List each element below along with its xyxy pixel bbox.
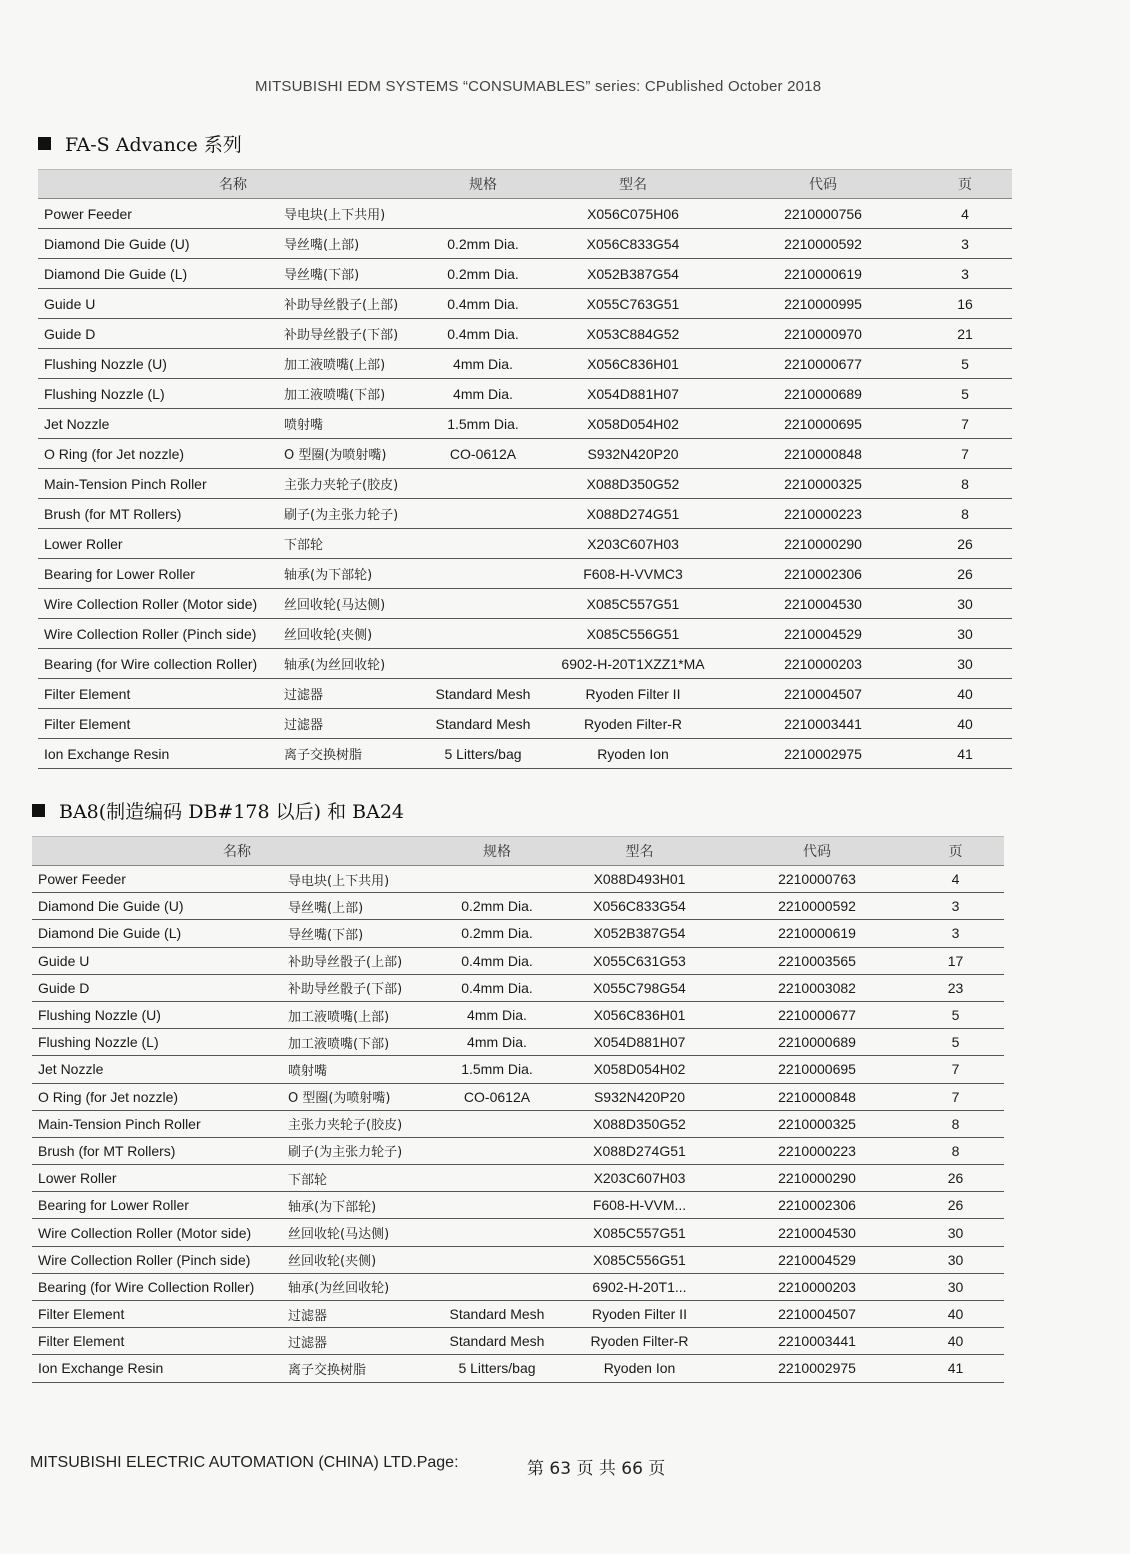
part-model: X056C833G54: [538, 229, 728, 259]
part-code: 2210000619: [728, 259, 918, 289]
part-code: 2210003565: [727, 947, 907, 974]
part-model: Ryoden Filter II: [538, 679, 728, 709]
table-row: [32, 1110, 1004, 1137]
part-name: Ion Exchange Resin: [38, 739, 278, 769]
part-name: Wire Collection Roller (Pinch side): [32, 1246, 282, 1273]
part-spec: [428, 469, 538, 499]
part-name-zh: 补助导丝骰子(下部): [278, 319, 428, 349]
part-model: X056C836H01: [552, 1001, 727, 1028]
part-name: Diamond Die Guide (U): [32, 893, 282, 920]
table-row: [32, 1056, 1004, 1083]
part-name-zh: 补助导丝骰子(上部): [278, 289, 428, 319]
part-page: 26: [907, 1192, 1004, 1219]
part-name: Diamond Die Guide (U): [38, 229, 278, 259]
table-row: [38, 709, 1012, 739]
table-row: [32, 1029, 1004, 1056]
part-model: 6902-H-20T1...: [552, 1273, 727, 1300]
part-name-zh: 喷射嘴: [278, 409, 428, 439]
part-name-zh: O 型圈(为喷射嘴): [282, 1083, 442, 1110]
part-name-zh: 导丝嘴(下部): [282, 920, 442, 947]
part-spec: [428, 559, 538, 589]
part-model: X085C556G51: [538, 619, 728, 649]
part-spec: 4mm Dia.: [428, 349, 538, 379]
part-name: Power Feeder: [38, 199, 278, 229]
part-page: 30: [918, 619, 1012, 649]
part-spec: [428, 199, 538, 229]
part-name-zh: 加工液喷嘴(上部): [282, 1001, 442, 1028]
part-name: Diamond Die Guide (L): [32, 920, 282, 947]
part-name-zh: 离子交换树脂: [278, 739, 428, 769]
table-row: [32, 1137, 1004, 1164]
part-page: 40: [918, 709, 1012, 739]
part-code: 2210000970: [728, 319, 918, 349]
part-name: Brush (for MT Rollers): [38, 499, 278, 529]
part-model: X085C557G51: [538, 589, 728, 619]
part-model: X085C557G51: [552, 1219, 727, 1246]
part-code: 2210004529: [727, 1246, 907, 1273]
section-title-row: [32, 797, 1004, 824]
part-spec: 5 Litters/bag: [442, 1355, 552, 1382]
table-row: [38, 409, 1012, 439]
part-name-zh: 轴承(为丝回收轮): [278, 649, 428, 679]
part-code: 2210000677: [727, 1001, 907, 1028]
part-code: 2210000695: [727, 1056, 907, 1083]
part-page: 7: [918, 439, 1012, 469]
part-name-zh: 加工液喷嘴(上部): [278, 349, 428, 379]
part-name: Lower Roller: [38, 529, 278, 559]
parts-table: [38, 169, 1012, 769]
part-name: Diamond Die Guide (L): [38, 259, 278, 289]
part-page: 26: [918, 529, 1012, 559]
part-code: 2210000290: [727, 1165, 907, 1192]
table-row: [38, 289, 1012, 319]
part-model: F608-H-VVM...: [552, 1192, 727, 1219]
part-code: 2210002975: [728, 739, 918, 769]
table-row: [32, 974, 1004, 1001]
part-model: X053C884G52: [538, 319, 728, 349]
part-name: Filter Element: [38, 709, 278, 739]
part-name-zh: 过滤器: [278, 709, 428, 739]
part-name-zh: 丝回收轮(夹侧): [278, 619, 428, 649]
part-spec: [442, 1219, 552, 1246]
table-row: [32, 893, 1004, 920]
part-code: 2210004507: [727, 1301, 907, 1328]
col-header-spec: 规格: [442, 837, 552, 866]
part-page: 41: [918, 739, 1012, 769]
part-spec: [428, 619, 538, 649]
part-name: Filter Element: [32, 1328, 282, 1355]
part-code: 2210000619: [727, 920, 907, 947]
table-row: [38, 679, 1012, 709]
part-code: 2210000848: [728, 439, 918, 469]
table-row: [32, 1001, 1004, 1028]
part-name-zh: 导丝嘴(下部): [278, 259, 428, 289]
part-name: Main-Tension Pinch Roller: [32, 1110, 282, 1137]
part-code: 2210003441: [727, 1328, 907, 1355]
part-spec: 0.4mm Dia.: [442, 974, 552, 1001]
part-page: 3: [907, 893, 1004, 920]
part-code: 2210000695: [728, 409, 918, 439]
part-name: O Ring (for Jet nozzle): [32, 1083, 282, 1110]
part-name-zh: 轴承(为下部轮): [282, 1192, 442, 1219]
part-name: Jet Nozzle: [38, 409, 278, 439]
part-code: 2210002975: [727, 1355, 907, 1382]
part-name-zh: 导丝嘴(上部): [282, 893, 442, 920]
col-header-spec: 规格: [428, 170, 538, 199]
part-spec: [428, 529, 538, 559]
part-model: S932N420P20: [538, 439, 728, 469]
part-code: 2210004507: [728, 679, 918, 709]
part-page: 7: [907, 1083, 1004, 1110]
part-name-zh: 过滤器: [282, 1301, 442, 1328]
part-spec: 0.2mm Dia.: [442, 920, 552, 947]
part-page: 5: [918, 349, 1012, 379]
part-name: Flushing Nozzle (L): [32, 1029, 282, 1056]
part-model: X055C631G53: [552, 947, 727, 974]
part-model: X203C607H03: [538, 529, 728, 559]
part-model: X055C798G54: [552, 974, 727, 1001]
part-name-zh: 下部轮: [282, 1165, 442, 1192]
part-model: X056C833G54: [552, 893, 727, 920]
part-name: O Ring (for Jet nozzle): [38, 439, 278, 469]
part-spec: 0.4mm Dia.: [428, 319, 538, 349]
part-name: Bearing for Lower Roller: [38, 559, 278, 589]
part-model: Ryoden Filter-R: [538, 709, 728, 739]
part-page: 3: [918, 259, 1012, 289]
part-name: Filter Element: [38, 679, 278, 709]
table-row: [38, 619, 1012, 649]
part-spec: 1.5mm Dia.: [442, 1056, 552, 1083]
part-page: 3: [918, 229, 1012, 259]
part-code: 2210000763: [727, 866, 907, 893]
part-code: 2210004529: [728, 619, 918, 649]
part-name: Main-Tension Pinch Roller: [38, 469, 278, 499]
part-name-zh: 下部轮: [278, 529, 428, 559]
section-fa-s-advance: [38, 130, 1012, 769]
part-spec: Standard Mesh: [442, 1328, 552, 1355]
table-row: [32, 1328, 1004, 1355]
part-spec: 4mm Dia.: [428, 379, 538, 409]
part-page: 40: [918, 679, 1012, 709]
part-model: X088D350G52: [538, 469, 728, 499]
part-spec: [442, 1246, 552, 1273]
table-row: [32, 1219, 1004, 1246]
table-row: [32, 1273, 1004, 1300]
part-name: Guide D: [32, 974, 282, 1001]
part-model: X088D493H01: [552, 866, 727, 893]
table-row: [32, 1083, 1004, 1110]
part-spec: [442, 1165, 552, 1192]
part-spec: 0.2mm Dia.: [428, 229, 538, 259]
part-name: Guide U: [38, 289, 278, 319]
part-page: 3: [907, 920, 1004, 947]
table-row: [38, 439, 1012, 469]
part-name: Guide D: [38, 319, 278, 349]
part-spec: 0.2mm Dia.: [428, 259, 538, 289]
part-spec: [442, 1192, 552, 1219]
part-code: 2210000677: [728, 349, 918, 379]
part-code: 2210000756: [728, 199, 918, 229]
table-row: [38, 739, 1012, 769]
part-name: Bearing (for Wire collection Roller): [38, 649, 278, 679]
part-name-zh: 过滤器: [282, 1328, 442, 1355]
part-model: X054D881H07: [552, 1029, 727, 1056]
part-name-zh: 加工液喷嘴(下部): [278, 379, 428, 409]
part-model: X056C836H01: [538, 349, 728, 379]
part-code: 2210000592: [728, 229, 918, 259]
part-name: Bearing for Lower Roller: [32, 1192, 282, 1219]
part-model: X085C556G51: [552, 1246, 727, 1273]
part-spec: 4mm Dia.: [442, 1029, 552, 1056]
part-model: S932N420P20: [552, 1083, 727, 1110]
col-header-model: 型名: [552, 837, 727, 866]
part-model: F608-H-VVMC3: [538, 559, 728, 589]
table-row: [38, 559, 1012, 589]
part-spec: [428, 589, 538, 619]
page-number: 第 63 页 共 66 页: [527, 1459, 666, 1479]
part-page: 8: [918, 469, 1012, 499]
part-name: Bearing (for Wire Collection Roller): [32, 1273, 282, 1300]
part-name: Flushing Nozzle (U): [32, 1001, 282, 1028]
col-header-page: 页: [918, 170, 1012, 199]
col-header-name: 名称: [38, 170, 428, 199]
part-spec: CO-0612A: [442, 1083, 552, 1110]
part-name: Wire Collection Roller (Motor side): [32, 1219, 282, 1246]
page-footer: [30, 1454, 730, 1479]
table-row: [32, 1246, 1004, 1273]
part-spec: Standard Mesh: [428, 709, 538, 739]
part-name-zh: 主张力夹轮子(胶皮): [282, 1110, 442, 1137]
part-name-zh: O 型圈(为喷射嘴): [278, 439, 428, 469]
table-row: [38, 499, 1012, 529]
part-page: 5: [907, 1001, 1004, 1028]
part-model: Ryoden Filter II: [552, 1301, 727, 1328]
part-name: Brush (for MT Rollers): [32, 1137, 282, 1164]
part-model: X088D350G52: [552, 1110, 727, 1137]
part-code: 2210000203: [728, 649, 918, 679]
part-code: 2210000203: [727, 1273, 907, 1300]
table-row: [38, 649, 1012, 679]
part-page: 17: [907, 947, 1004, 974]
part-page: 30: [907, 1273, 1004, 1300]
part-name: Guide U: [32, 947, 282, 974]
part-model: X088D274G51: [538, 499, 728, 529]
part-page: 30: [918, 589, 1012, 619]
part-page: 16: [918, 289, 1012, 319]
table-row: [32, 1192, 1004, 1219]
table-row: [38, 229, 1012, 259]
part-model: X058D054H02: [538, 409, 728, 439]
part-model: X088D274G51: [552, 1137, 727, 1164]
part-name-zh: 丝回收轮(马达侧): [278, 589, 428, 619]
part-name: Flushing Nozzle (L): [38, 379, 278, 409]
part-name-zh: 补助导丝骰子(下部): [282, 974, 442, 1001]
part-page: 8: [918, 499, 1012, 529]
part-spec: [442, 1137, 552, 1164]
page-header: MITSUBISHI EDM SYSTEMS “CONSUMABLES” series: CPublished October 2018: [255, 78, 822, 95]
square-bullet-icon: [38, 137, 51, 150]
part-page: 8: [907, 1110, 1004, 1137]
parts-table: [32, 836, 1004, 1383]
part-model: X055C763G51: [538, 289, 728, 319]
part-spec: [442, 1110, 552, 1137]
part-code: 2210003082: [727, 974, 907, 1001]
part-model: Ryoden Ion: [552, 1355, 727, 1382]
part-name: Lower Roller: [32, 1165, 282, 1192]
part-code: 2210000592: [727, 893, 907, 920]
part-page: 8: [907, 1137, 1004, 1164]
part-model: 6902-H-20T1XZZ1*MA: [538, 649, 728, 679]
part-name: Ion Exchange Resin: [32, 1355, 282, 1382]
part-model: X058D054H02: [552, 1056, 727, 1083]
part-name-zh: 主张力夹轮子(胶皮): [278, 469, 428, 499]
part-name: Wire Collection Roller (Pinch side): [38, 619, 278, 649]
part-page: 23: [907, 974, 1004, 1001]
part-code: 2210002306: [728, 559, 918, 589]
part-code: 2210000325: [728, 469, 918, 499]
square-bullet-icon: [32, 804, 45, 817]
table-row: [38, 319, 1012, 349]
part-code: 2210000325: [727, 1110, 907, 1137]
table-row: [32, 1301, 1004, 1328]
col-header-page: 页: [907, 837, 1004, 866]
part-name-zh: 丝回收轮(马达侧): [282, 1219, 442, 1246]
table-row: [38, 259, 1012, 289]
part-name: Jet Nozzle: [32, 1056, 282, 1083]
part-name-zh: 刷子(为主张力轮子): [282, 1137, 442, 1164]
part-name: Power Feeder: [32, 866, 282, 893]
part-name-zh: 加工液喷嘴(下部): [282, 1029, 442, 1056]
part-name-zh: 过滤器: [278, 679, 428, 709]
part-model: Ryoden Filter-R: [552, 1328, 727, 1355]
part-code: 2210000689: [728, 379, 918, 409]
section-title: BA8(制造编码 DB#178 以后) 和 BA24: [59, 801, 404, 823]
part-name: Flushing Nozzle (U): [38, 349, 278, 379]
part-page: 40: [907, 1301, 1004, 1328]
part-spec: CO-0612A: [428, 439, 538, 469]
table-header-row: [38, 170, 1012, 199]
col-header-model: 型名: [538, 170, 728, 199]
table-row: [38, 469, 1012, 499]
part-code: 2210003441: [728, 709, 918, 739]
col-header-code: 代码: [727, 837, 907, 866]
section-ba8-ba24: [32, 797, 1004, 1383]
part-code: 2210004530: [727, 1219, 907, 1246]
part-spec: Standard Mesh: [442, 1301, 552, 1328]
part-name-zh: 刷子(为主张力轮子): [278, 499, 428, 529]
table-row: [38, 199, 1012, 229]
part-page: 40: [907, 1328, 1004, 1355]
part-spec: 0.4mm Dia.: [442, 947, 552, 974]
table-row: [38, 589, 1012, 619]
section-title: FA-S Advance 系列: [65, 134, 242, 156]
part-name: Filter Element: [32, 1301, 282, 1328]
part-page: 4: [907, 866, 1004, 893]
table-row: [38, 529, 1012, 559]
part-model: Ryoden Ion: [538, 739, 728, 769]
part-spec: 0.2mm Dia.: [442, 893, 552, 920]
part-name-zh: 离子交换树脂: [282, 1355, 442, 1382]
part-page: 5: [907, 1029, 1004, 1056]
part-code: 2210000223: [727, 1137, 907, 1164]
table-row: [32, 947, 1004, 974]
part-model: X052B387G54: [552, 920, 727, 947]
part-spec: 5 Litters/bag: [428, 739, 538, 769]
footer-company: MITSUBISHI ELECTRIC AUTOMATION (CHINA) LTD.Page:: [30, 1454, 459, 1471]
part-spec: [428, 499, 538, 529]
part-name-zh: 轴承(为下部轮): [278, 559, 428, 589]
part-spec: 0.4mm Dia.: [428, 289, 538, 319]
col-header-name: 名称: [32, 837, 442, 866]
part-spec: 4mm Dia.: [442, 1001, 552, 1028]
part-page: 30: [907, 1246, 1004, 1273]
part-code: 2210004530: [728, 589, 918, 619]
part-model: X056C075H06: [538, 199, 728, 229]
part-code: 2210002306: [727, 1192, 907, 1219]
section-title-row: [38, 130, 1012, 157]
part-name-zh: 导电块(上下共用): [282, 866, 442, 893]
part-name-zh: 轴承(为丝回收轮): [282, 1273, 442, 1300]
part-name-zh: 导电块(上下共用): [278, 199, 428, 229]
part-spec: [428, 649, 538, 679]
part-name-zh: 导丝嘴(上部): [278, 229, 428, 259]
part-page: 30: [907, 1219, 1004, 1246]
part-name: Wire Collection Roller (Motor side): [38, 589, 278, 619]
part-code: 2210000995: [728, 289, 918, 319]
part-code: 2210000223: [728, 499, 918, 529]
table-row: [38, 379, 1012, 409]
part-spec: Standard Mesh: [428, 679, 538, 709]
table-header-row: [32, 837, 1004, 866]
part-code: 2210000848: [727, 1083, 907, 1110]
part-model: X054D881H07: [538, 379, 728, 409]
table-row: [38, 349, 1012, 379]
part-code: 2210000290: [728, 529, 918, 559]
part-page: 30: [918, 649, 1012, 679]
table-row: [32, 1355, 1004, 1382]
part-name-zh: 丝回收轮(夹侧): [282, 1246, 442, 1273]
part-page: 4: [918, 199, 1012, 229]
part-model: X052B387G54: [538, 259, 728, 289]
part-name-zh: 喷射嘴: [282, 1056, 442, 1083]
part-page: 41: [907, 1355, 1004, 1382]
part-page: 26: [907, 1165, 1004, 1192]
part-name-zh: 补助导丝骰子(上部): [282, 947, 442, 974]
col-header-code: 代码: [728, 170, 918, 199]
table-row: [32, 1165, 1004, 1192]
part-page: 26: [918, 559, 1012, 589]
table-row: [32, 866, 1004, 893]
part-spec: 1.5mm Dia.: [428, 409, 538, 439]
part-page: 7: [918, 409, 1012, 439]
table-row: [32, 920, 1004, 947]
part-code: 2210000689: [727, 1029, 907, 1056]
part-page: 21: [918, 319, 1012, 349]
part-spec: [442, 866, 552, 893]
part-page: 7: [907, 1056, 1004, 1083]
part-model: X203C607H03: [552, 1165, 727, 1192]
part-page: 5: [918, 379, 1012, 409]
part-spec: [442, 1273, 552, 1300]
